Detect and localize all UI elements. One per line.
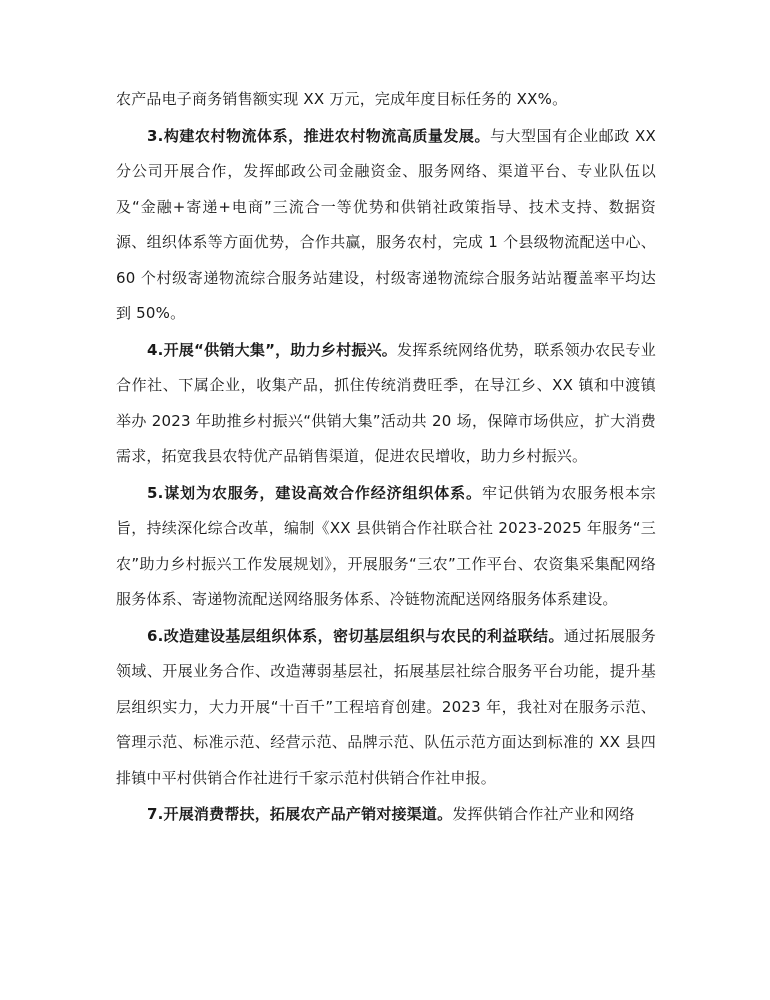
- paragraph-text: 与大型国有企业邮政 XX 分公司开展合作，发挥邮政公司金融资金、服务网络、渠道平台、专业队伍以及“金融+寄递+电商”三流合一等优势和供销社政策指导、技术支持、数据资源、组织体系等方面优势，合作共赢，服务农村，完成 1 个县级物流配送中心、60 个村级寄递物流综合服务站建设，村级寄递物流综合服务站站覆盖率平均达到 50%。: [116, 126, 656, 322]
- paragraph-market-fair: [116, 333, 656, 475]
- paragraph-grassroots: [116, 619, 656, 797]
- paragraph-text: 通过拓展服务领域、开展业务合作、改造薄弱基层社，拓展基层社综合服务平台功能，提升基层组织实力，大力开展“十百千”工程培育创建。2023 年，我社对在服务示范、管理示范、标准示范、经营示范、品牌示范、队伍示范方面达到标准的 XX 县四排镇中平村供销合作社进行千家示范村供销合作社申报。: [116, 626, 656, 787]
- paragraph-heading: 6.改造建设基层组织体系，密切基层组织与农民的利益联结。: [147, 626, 564, 645]
- paragraph-agri-service: [116, 476, 656, 618]
- paragraph-text: 发挥系统网络优势，联系领办农民专业合作社、下属企业，收集产品，抓住传统消费旺季，在导江乡、XX 镇和中渡镇举办 2023 年助推乡村振兴“供销大集”活动共 20 场，保障市场供应，扩大消费需求，拓宽我县农特优产品销售渠道，促进农民增收，助力乡村振兴。: [116, 340, 656, 465]
- paragraph-continuation: [116, 82, 656, 118]
- paragraph-heading: 4.开展“供销大集”，助力乡村振兴。: [147, 340, 398, 359]
- paragraph-heading: 3.构建农村物流体系，推进农村物流高质量发展。: [147, 126, 490, 145]
- document-page: [116, 82, 656, 833]
- paragraph-text: 农产品电子商务销售额实现 XX 万元，完成年度目标任务的 XX%。: [116, 90, 568, 108]
- paragraph-heading: 5.谋划为农服务，建设高效合作经济组织体系。: [147, 483, 482, 502]
- paragraph-heading: 7.开展消费帮扶，拓展农产品产销对接渠道。: [147, 805, 453, 823]
- paragraph-text: 发挥供销合作社产业和网络: [452, 805, 635, 823]
- paragraph-logistics: [116, 119, 656, 332]
- paragraph-consumption-aid: [116, 797, 656, 833]
- paragraph-text: 牢记供销为农服务根本宗旨，持续深化综合改革，编制《XX 县供销合作社联合社 2023-2025 年服务“三农”助力乡村振兴工作发展规划》，开展服务“三农”工作平台、农资集采集配网络服务体系、寄递物流配送网络服务体系、冷链物流配送网络服务体系建设。: [116, 483, 656, 608]
